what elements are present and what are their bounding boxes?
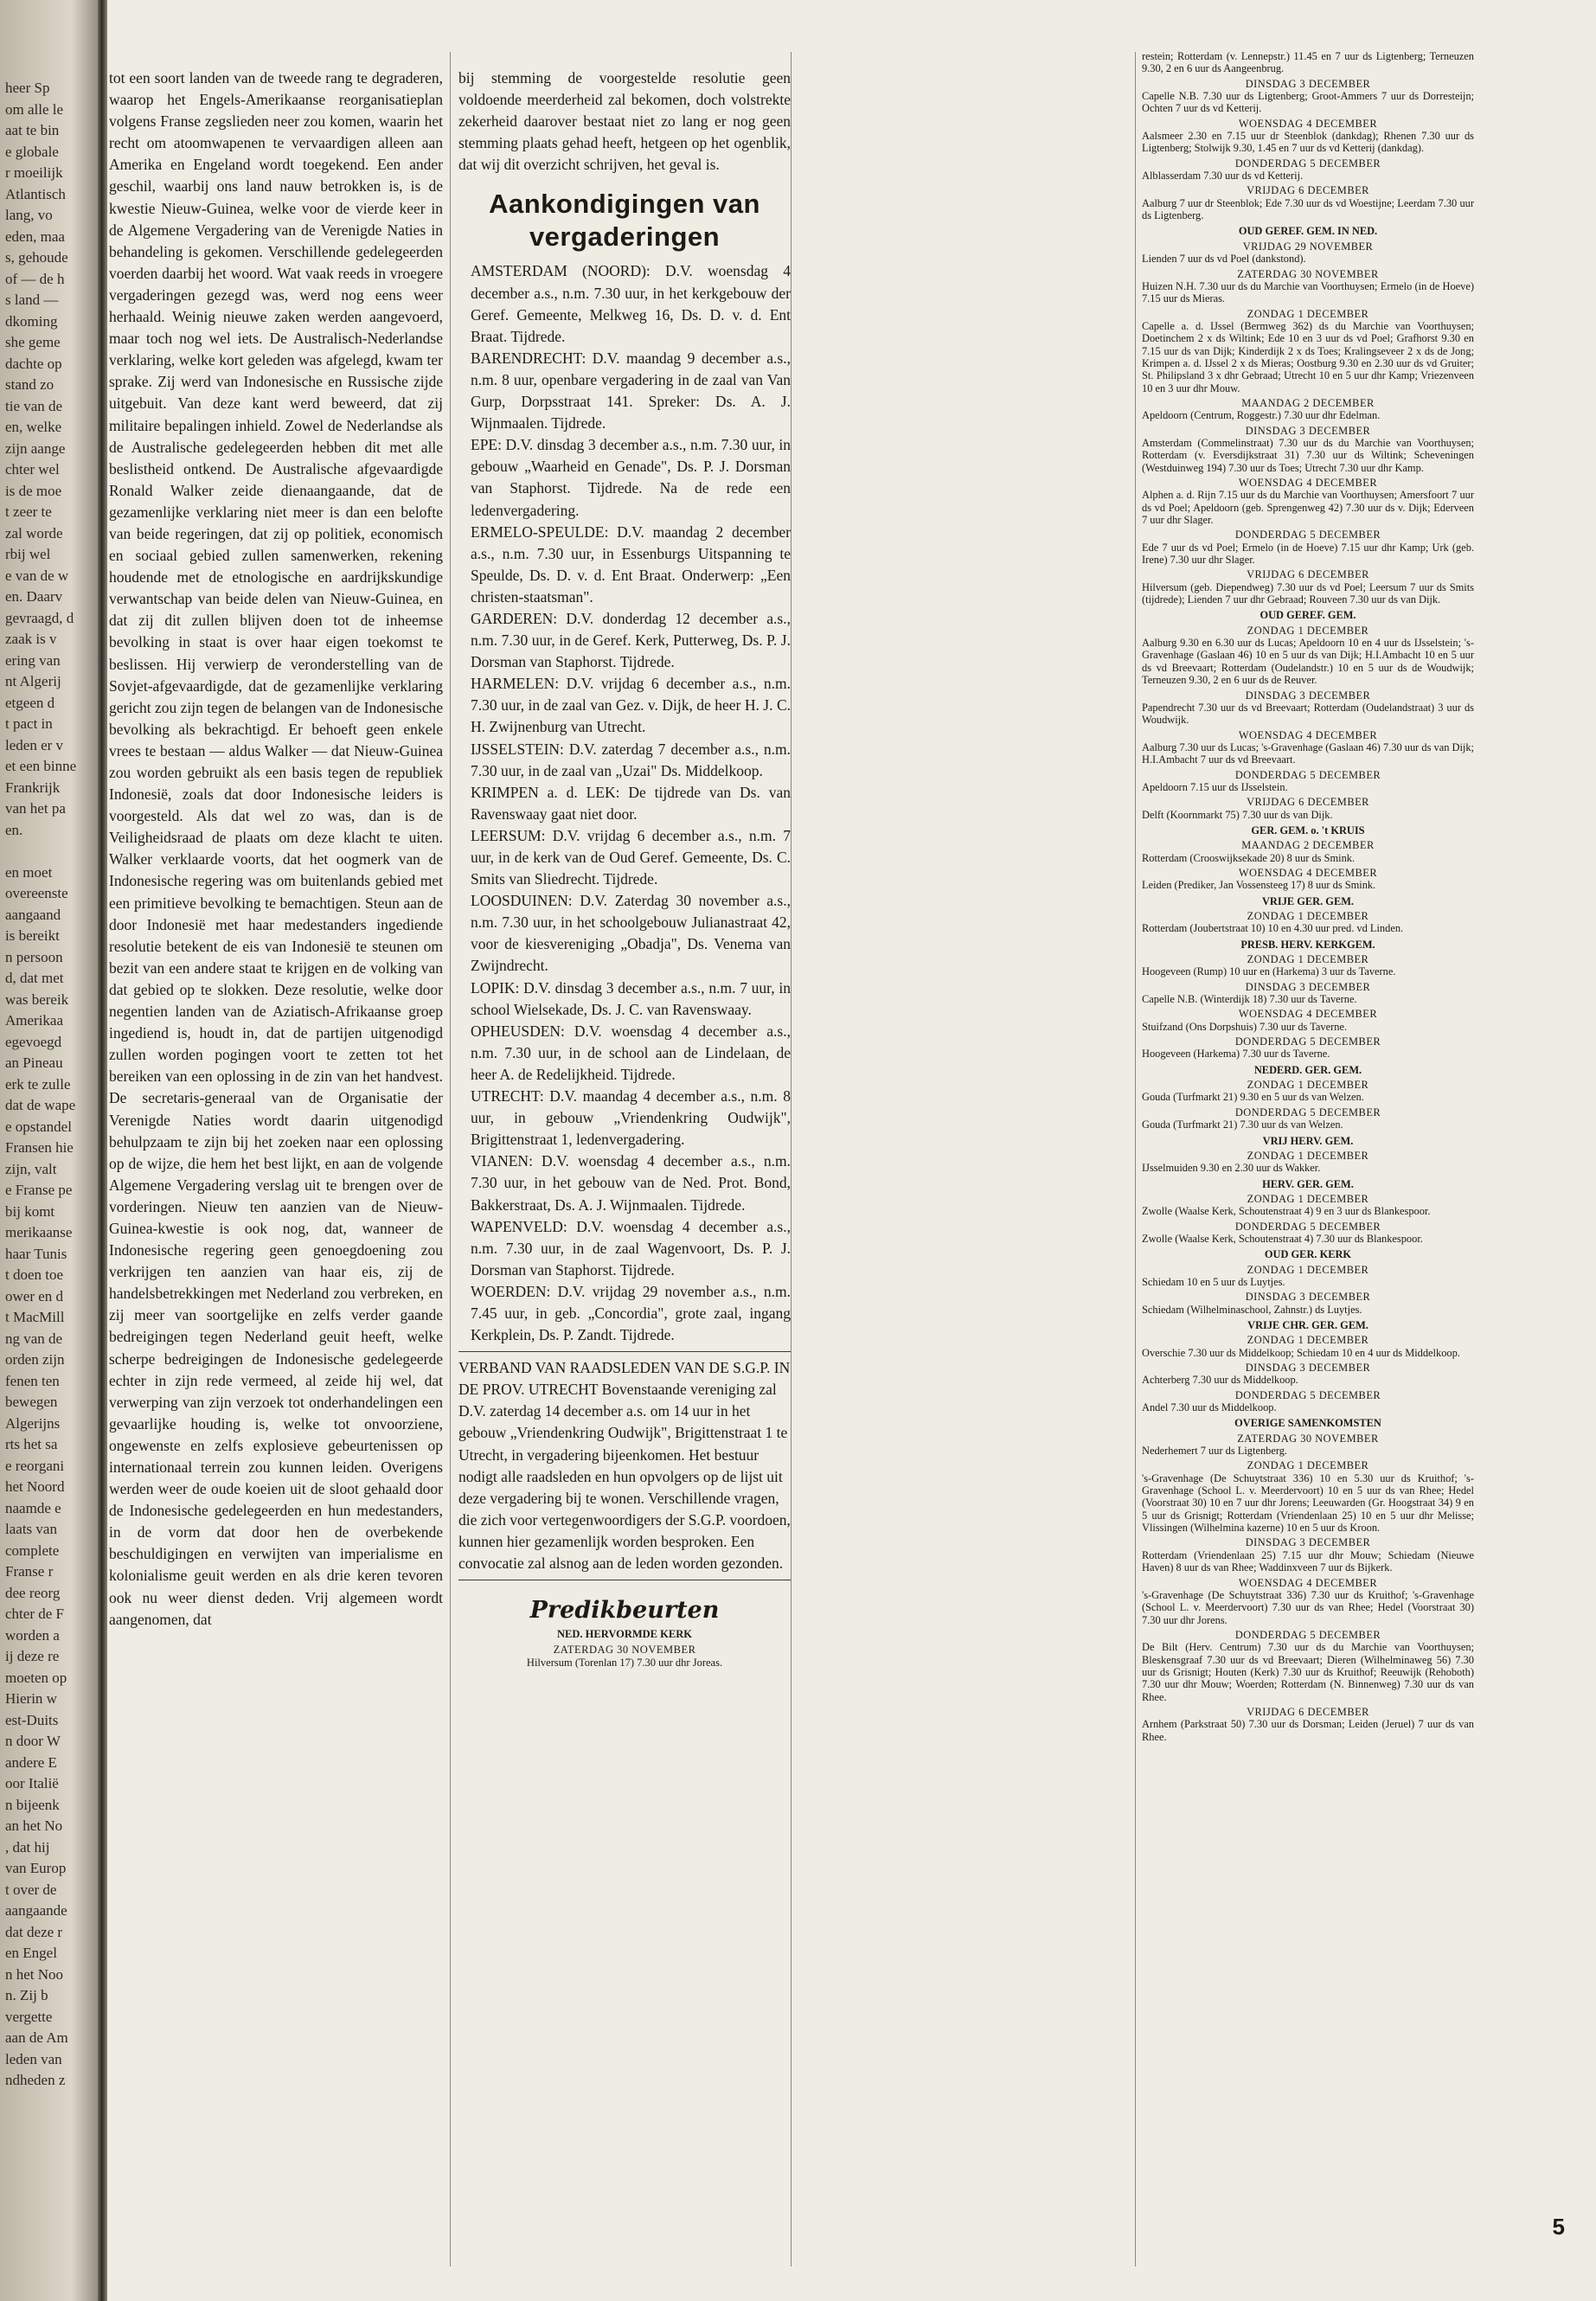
margin-fragment: vergette [5,2008,53,2025]
margin-fragment: d, dat met [5,970,64,986]
margin-fragment: haar Tunis [5,1245,67,1262]
newspaper-page [107,0,1596,2301]
day-heading: DINSDAG 3 DECEMBER [1245,1362,1371,1374]
service-entry: Capelle a. d. IJssel (Bermweg 362) ds du Marchie van Voorthuysen; Doetinchem 2 x ds Wiltink; Ede 10 en 3 uur ds vd Poel; Grafhorst 9.30 en 7.15 uur ds van Dijk; Kinderdijk 2 x ds Toes; Kralingseveer 2 x ds de Jong; Krimpen a. d. IJssel 2 x ds Mieras; Oostburg 9.30 en 2.30 uur ds vd Gruiter; St. Philipsland 3 x dhr Gebraad; Utrecht 10 en 5 uur dhr Kamp; Vriezenveen 10 en 3 uur dhr Mouw. [1142,319,1474,394]
margin-fragment: an Pineau [5,1054,63,1071]
margin-fragment: e globale [5,143,59,160]
margin-fragment: zal worde [5,524,63,542]
margin-fragment: egevoegd [5,1033,62,1050]
meeting-announcement: WOERDEN: D.V. vrijdag 29 november a.s., n.m. 7.45 uur, in geb. „Concordia", grote zaal, ingang Kerkplein, Ds. P. Zandt. Tijdrede. [471,1282,791,1344]
margin-fragment: en. [5,821,23,838]
day-heading: WOENSDAG 4 DECEMBER [1238,728,1378,741]
service-entry: Amsterdam (Commelinstraat) 7.30 uur ds du Marchie van Voorthuysen; Rotterdam (v. Eversdijkstraat 31) 7.30 uur ds Wiltink; Scheveningen (Westduinweg 194) 7.30 uur ds Toes; Utrecht 7.30 uur dhr Kamp. [1142,436,1474,474]
margin-fragment: ering van [5,651,61,669]
margin-fragment: she geme [5,334,61,350]
margin-fragment: ower en d [5,1287,64,1304]
day-heading: ZONDAG 1 DECEMBER [1247,307,1369,320]
service-entry: Hoogeveen (Rump) 10 uur en (Harkema) 3 uur ds Taverne. [1142,965,1396,978]
day-heading: ZONDAG 1 DECEMBER [1247,953,1369,966]
margin-fragment: n. Zij b [5,1987,48,2003]
margin-fragment: e van de w [5,567,69,584]
day-heading: ZONDAG 1 DECEMBER [1247,1079,1369,1092]
margin-fragment: Franse r [5,1563,54,1580]
margin-fragment: moeten op [5,1669,67,1686]
meeting-announcement: OPHEUSDEN: D.V. woensdag 4 december a.s., n.m. 7.30 uur, in de school aan de Lindelaan, de heer A. de Redelijkheid. Tijdrede. [471,1022,791,1083]
service-entry: Stuifzand (Ons Dorpshuis) 7.30 uur ds Taverne. [1142,1020,1348,1033]
day-heading: DINSDAG 3 DECEMBER [1245,77,1371,90]
announcements-column [458,67,791,1670]
margin-fragment: heer Sp [5,80,50,96]
margin-fragment: aat te bin [5,122,60,138]
denomination-heading: VRIJE CHR. GER. GEM. [1247,1318,1368,1331]
service-entry: Aalburg 7.30 uur ds Lucas; 's-Gravenhage (Gaslaan 46) 7.30 uur ds van Dijk; H.I.Ambacht 7 uur ds vd Breevaart. [1142,740,1474,766]
service-entry: Ede 7 uur ds vd Poel; Ermelo (in de Hoeve) 7.15 uur dhr Kamp; Urk (geb. Irene) 7.30 uur dhr Slager. [1142,541,1474,567]
day-heading: DONDERDAG 5 DECEMBER [1234,1628,1381,1641]
margin-fragment: n bijeenk [5,1796,60,1813]
margin-fragment: dkoming [5,312,58,330]
margin-fragment: est-Duits [5,1711,59,1728]
day-heading: DINSDAG 3 DECEMBER [1245,689,1371,702]
margin-fragment: eden, maa [5,228,65,245]
meeting-announcement: ERMELO-SPEULDE: D.V. maandag 2 december a.s., n.m. 7.30 uur, in Essenburgs Uitspanning te Speulde, Ds. D. v. d. Ent Braat. Onderwerp: „Een christen-staatsman". [471,522,791,606]
service-entry: Zwolle (Waalse Kerk, Schoutenstraat 4) 7.30 uur ds Blankespoor. [1142,1232,1423,1245]
margin-fragment: t doen toe [5,1266,64,1283]
margin-fragment: van Europ [5,1860,67,1876]
meeting-announcement: UTRECHT: D.V. maandag 4 december a.s., n.m. 8 uur, in gebouw „Vriendenkring Oudwijk", Brigittenstraat 1, ledenvergadering. [471,1087,791,1149]
meeting-announcement: LOOSDUINEN: D.V. Zaterdag 30 november a.s., n.m. 7.30 uur, in het schoolgebouw Julianastraat 42, voor de kiesvereniging „Obadja", Ds. Venema van Zwijndrecht. [471,892,791,975]
margin-fragment: an het No [5,1817,63,1834]
page-number: 5 [1552,2214,1565,2240]
service-entry: Aalburg 7 uur dr Steenblok; Ede 7.30 uur ds vd Woestijne; Leerdam 7.30 uur ds Ligtenberg. [1142,196,1474,222]
margin-fragment: merikaanse [5,1224,73,1240]
predikbeurten-start [458,1628,791,1670]
article-continuation: bij stemming de voorgestelde resolutie geen voldoende meerderheid zal bekomen, doch volstrekte zekerheid daarover bestaat niet zo lang er nog geen stemming plaats gehad heeft, hetgeen op het ogenblik, dat wij dit overzicht schrijven, het geval is. [458,69,791,174]
margin-fragment: chter de F [5,1606,64,1622]
margin-fragment: oor Italië [5,1775,59,1791]
margin-fragment: is de moe [5,482,62,499]
denomination-heading: NED. HERVORMDE KERK [557,1628,692,1641]
day-heading: ZONDAG 1 DECEMBER [1247,1334,1369,1347]
day-heading: MAANDAG 2 DECEMBER [1241,396,1375,409]
margin-fragment: is bereikt [5,927,60,944]
service-entry: Apeldoorn 7.15 uur ds IJsselstein. [1142,780,1288,793]
margin-fragment: zaak is v [5,631,57,647]
margin-fragment: aangaande [5,1902,67,1919]
service-entry: Nederhemert 7 uur ds Ligtenberg. [1142,1445,1288,1458]
margin-fragment: et een binne [5,758,77,774]
margin-fragment: leden er v [5,736,64,753]
margin-fragment: bewegen [5,1394,58,1410]
service-entry: Hoogeveen (Harkema) 7.30 uur ds Taverne. [1142,1048,1330,1061]
service-entry: 's-Gravenhage (De Schuytstraat 336) 10 en 5.30 uur ds Kruithof; 's-Gravenhage (School L. v. Meerdervoort) 10 en 5 uur ds van Rhee; Hedel (Voorstraat 30) 10 en 7 uur dhr Jorens; Leeuwarden (Gr. Hoogstraat 34) 9 en 5 uur ds Grisnigt; Rotterdam (Vriendenlaan 25) 10 en 5 uur dhr Melisse; Vlissingen (Wilhelmina kazerne) 10 en 5 uur ds Kroon. [1142,1471,1474,1535]
margin-fragment: Amerikaa [5,1012,64,1029]
meeting-announcement: GARDEREN: D.V. donderdag 12 december a.s., n.m. 7.30 uur, in de Geref. Kerk, Putterweg, Ds. P. J. Dorsman van Staphorst. Tijdrede. [471,609,791,671]
margin-fragment: bij komt [5,1202,55,1220]
denomination-heading: PRESB. HERV. KERKGEM. [1240,938,1375,951]
margin-fragment: chter wel [5,461,60,478]
service-entry: Leiden (Prediker, Jan Vossensteeg 17) 8 uur ds Smink. [1142,879,1376,892]
margin-fragment: ndheden z [5,2072,66,2088]
day-heading: VRIJDAG 6 DECEMBER [1247,568,1369,581]
margin-fragment: s land — [5,292,59,308]
denomination-heading: OUD GEREF. GEM. IN NED. [1238,225,1378,238]
service-entry: Capelle N.B. 7.30 uur ds Ligtenberg; Groot-Ammers 7 uur ds Dorresteijn; Ochten 7 uur ds vd Ketterij. [1142,90,1474,115]
service-entry: Aalsmeer 2.30 en 7.15 uur dr Steenblok (dankdag); Rhenen 7.30 uur ds Ligtenberg; Stolwijk 9.30, 1.45 en 7 uur ds vd Ketterij (dankdag). [1142,130,1474,155]
previous-page-text-fragments [5,78,76,2092]
meeting-announcement: LOPIK: D.V. dinsdag 3 december a.s., n.m. 7 uur, in school Wielsekade, Ds. J. C. van Ravenswaay. [471,978,791,1018]
margin-fragment: zijn, valt [5,1160,57,1177]
margin-fragment: e opstandel [5,1118,72,1135]
margin-fragment: of — de h [5,270,65,287]
service-entry: Andel 7.30 uur ds Middelkoop. [1142,1401,1277,1414]
day-heading: WOENSDAG 4 DECEMBER [1238,477,1378,489]
margin-fragment: nt Algerij [5,673,61,689]
day-heading: DONDERDAG 5 DECEMBER [1234,1388,1381,1401]
meeting-announcement: EPE: D.V. dinsdag 3 december a.s., n.m. 7.30 uur, in gebouw „Waarheid en Genade", Ds. P. J. Dorsman van Staphorst. Tijdrede. Na de rede een ledenvergadering. [471,436,791,519]
margin-fragment: complete [5,1541,60,1559]
margin-fragment: , dat hij [5,1838,50,1856]
day-heading: VRIJDAG 6 DECEMBER [1247,796,1369,809]
margin-fragment: e Franse pe [5,1182,73,1198]
day-heading: MAANDAG 2 DECEMBER [1241,839,1375,852]
margin-fragment: dee reorg [5,1584,61,1601]
margin-fragment: en. Daarv [5,588,63,605]
margin-fragment: rts het sa [5,1436,58,1452]
service-entry: Gouda (Turfmarkt 21) 7.30 uur ds van Welzen. [1142,1118,1343,1131]
day-heading: DINSDAG 3 DECEMBER [1245,1536,1371,1549]
day-heading: WOENSDAG 4 DECEMBER [1238,866,1378,879]
denomination-heading: VRIJE GER. GEM. [1261,894,1355,907]
service-entry: Rotterdam (Crooswijksekade 20) 8 uur ds Smink. [1142,851,1356,864]
margin-fragment: e reorgani [5,1457,65,1474]
day-heading: DONDERDAG 5 DECEMBER [1234,157,1381,170]
day-heading: DONDERDAG 5 DECEMBER [1234,768,1381,781]
margin-fragment: aan de Am [5,2029,68,2046]
announcements-heading: Aankondigingen van vergaderingen [489,189,760,253]
day-heading: DONDERDAG 5 DECEMBER [1234,529,1381,542]
margin-fragment: Fransen hie [5,1139,74,1156]
margin-fragment: etgeen d [5,694,55,711]
margin-fragment: Algerijns [5,1414,61,1432]
day-heading: ZONDAG 1 DECEMBER [1247,1192,1369,1205]
day-heading: DONDERDAG 5 DECEMBER [1234,1106,1381,1118]
service-entry: Hilversum (Torenlan 17) 7.30 uur dhr Joreas. [526,1657,723,1670]
meeting-announcement: VIANEN: D.V. woensdag 4 december a.s., n.m. 7.30 uur, in het gebouw van de Ned. Prot. Bond, Bakkerstraat, Ds. A. J. Wijnmaalen. Tijdrede. [471,1152,791,1214]
column-rule [1135,52,1136,2266]
margin-fragment: lang, vo [5,207,53,223]
service-entry: Hilversum (geb. Diependweg) 7.30 uur ds vd Poel; Leersum 7 uur ds Smits (tijdrede); Lienden 7 uur dhr Gebraad; Rouveen 7.30 uur ds van Dijk. [1142,580,1474,606]
meeting-announcement: AMSTERDAM (NOORD): D.V. woensdag 4 december a.s., n.m. 7.30 uur, in het kerkgebouw der Geref. Gemeente, Melkweg 16, Ds. D. v. d. Ent Braat. Tijdrede. [471,262,791,345]
service-entry: Lienden 7 uur ds vd Poel (dankstond). [1142,253,1306,266]
day-heading: DINSDAG 3 DECEMBER [1245,1291,1371,1304]
margin-fragment: fenen ten [5,1372,60,1389]
church-services-column-2 [1142,50,1474,1743]
day-heading: WOENSDAG 4 DECEMBER [1238,1008,1378,1021]
margin-fragment: t pact in [5,715,53,732]
section-divider [458,1351,791,1352]
margin-fragment: t zeer te [5,503,52,520]
day-heading: VRIJDAG 6 DECEMBER [1247,184,1369,197]
previous-page-edge [0,0,102,2301]
day-heading: DONDERDAG 5 DECEMBER [1234,1220,1381,1233]
margin-fragment: t MacMill [5,1309,65,1325]
day-heading: ZATERDAG 30 NOVEMBER [1237,267,1379,280]
day-heading: ZONDAG 1 DECEMBER [1247,1459,1369,1472]
service-entry: Schiedam (Wilhelminaschool, Zahnstr.) ds Luytjes. [1142,1303,1362,1316]
margin-fragment: stand zo [5,376,54,393]
meeting-announcement: HARMELEN: D.V. vrijdag 6 december a.s., n.m. 7.30 uur, in de zaal van Gez. v. Dijk, de heer H. J. C. H. Zwijnenburg van Utrecht. [471,675,791,736]
service-entry: Achterberg 7.30 uur ds Middelkoop. [1142,1374,1298,1387]
margin-fragment: overeenste [5,885,68,901]
margin-fragment: dat de wape [5,1097,76,1113]
margin-fragment: orden zijn [5,1351,65,1368]
day-heading: VRIJDAG 6 DECEMBER [1247,1705,1369,1718]
margin-fragment: Atlantisch [5,185,66,202]
day-heading: VRIJDAG 29 NOVEMBER [1242,240,1374,253]
service-entry: Zwolle (Waalse Kerk, Schoutenstraat 4) 9 en 3 uur ds Blankespoor. [1142,1205,1431,1218]
margin-fragment: was bereik [5,990,69,1008]
service-entry: Gouda (Turfmarkt 21) 9.30 en 5 uur ds van Welzen. [1142,1091,1364,1104]
predikbeurten-heading: Predikbeurten [529,1597,720,1625]
service-entry: De Bilt (Herv. Centrum) 7.30 uur ds du Marchie van Voorthuysen; Bleskensgraaf 7.30 uur ds vd Breevaart; Dieren (Wilhelminaweg 56) 7.30 uur ds Grisnigt; Houten (Kerk) 7.30 uur ds Kruithof; Reeuwijk (Rehoboth) 7.30 uur dhr Mouw; Woerden; Rotterdam (N. Binnenweg) 7.30 uur ds van Rhee. [1142,1641,1474,1703]
service-entry: Arnhem (Parkstraat 50) 7.30 uur ds Dorsman; Leiden (Jeruel) 7 uur ds van Rhee. [1142,1718,1474,1743]
meeting-announcement: LEERSUM: D.V. vrijdag 6 december a.s., n.m. 7 uur, in de kerk van de Oud Geref. Gemeente, Ds. C. Smits van Sliedrecht. Tijdrede. [471,826,791,888]
margin-fragment: om alle le [5,100,64,118]
margin-fragment: t over de [5,1881,57,1898]
service-entry: Rotterdam (Joubertstraat 10) 10 en 4.30 uur pred. vd Linden. [1142,922,1404,935]
margin-fragment: ng van de [5,1330,63,1347]
margin-fragment: r moeilijk [5,164,63,181]
service-entry: Schiedam 10 en 5 uur ds Luytjes. [1142,1275,1285,1288]
denomination-heading: HERV. GER. GEM. [1262,1177,1354,1190]
day-heading: ZONDAG 1 DECEMBER [1247,910,1369,922]
margin-fragment: het Noord [5,1478,65,1495]
margin-fragment: n persoon [5,948,63,965]
margin-fragment: worden a [5,1626,60,1644]
service-entry: IJsselmuiden 9.30 en 2.30 uur ds Wakker. [1142,1162,1321,1175]
service-entry: Huizen N.H. 7.30 uur ds du Marchie van Voorthuysen; Ermelo (in de Hoeve) 7.15 uur ds Mieras. [1142,279,1474,305]
margin-fragment: andere E [5,1753,57,1771]
margin-fragment: Frankrijk [5,779,61,796]
day-heading: ZATERDAG 30 NOVEMBER [1237,1432,1379,1445]
service-entry: 's-Gravenhage (De Schuytstraat 336) 7.30 uur ds Kruithof; 's-Gravenhage (School L. v. Meerdervoort) 7.30 uur ds van Rhee; Hedel (Voorstraat 30) 7.30 uur dhr Jorens. [1142,1588,1474,1626]
meeting-announcement: IJSSELSTEIN: D.V. zaterdag 7 december a.s., n.m. 7.30 uur, in de zaal van „Uzai" Ds. Middelkoop. [471,740,791,779]
denomination-heading: NEDERD. GER. GEM. [1253,1063,1362,1076]
day-heading: ZONDAG 1 DECEMBER [1247,1263,1369,1276]
service-entry: Papendrecht 7.30 uur ds vd Breevaart; Rotterdam (Oudelandstraat) 3 uur ds Woudwijk. [1142,701,1474,727]
day-heading: WOENSDAG 4 DECEMBER [1238,1576,1378,1589]
margin-fragment: laats van [5,1521,57,1537]
margin-fragment [5,841,76,862]
margin-fragment: erk te zulle [5,1075,71,1093]
margin-fragment: dachte op [5,355,62,372]
denomination-heading: OUD GEREF. GEM. [1259,609,1356,622]
service-entry: Apeldoorn (Centrum, Roggestr.) 7.30 uur dhr Edelman. [1142,409,1381,422]
service-entry: Rotterdam (Vriendenlaan 25) 7.15 uur dhr Mouw; Schiedam (Nieuwe Haven) 8 uur ds van Rhee; Waddinxveen 7 uur ds Bijkerk. [1142,1548,1474,1574]
service-entry: Overschie 7.30 uur ds Middelkoop; Schiedam 10 en 4 uur ds Middelkoop. [1142,1346,1460,1359]
margin-fragment: leden van [5,2050,62,2067]
margin-fragment: en Engel [5,1945,57,1961]
service-entry: Aalburg 9.30 en 6.30 uur ds Lucas; Apeldoorn 10 en 4 uur ds IJsselstein; 's-Gravenhage (Gaslaan 46) 10 en 5 uur ds van Dijk; H.I.Ambacht 10 en 5 uur ds vd Breevaart; Rotterdam (Oudelandstr.) 10 en 5 uur ds de Woudwijk; Terneuzen 9.30, 2 en 6 uur ds de Reuver. [1142,637,1474,687]
meetings-list [458,260,791,1346]
denomination-heading: VRIJ HERV. GEM. [1262,1134,1354,1147]
denomination-heading: OVERIGE SAMENKOMSTEN [1234,1417,1381,1430]
margin-fragment: dat deze r [5,1923,63,1940]
day-heading: DINSDAG 3 DECEMBER [1245,424,1371,437]
margin-fragment: aangaand [5,906,61,923]
meeting-announcement: KRIMPEN a. d. LEK: De tijdrede van Ds. van Ravenswaay gaat niet door. [471,783,791,823]
margin-fragment: naamde e [5,1499,61,1516]
day-heading: WOENSDAG 4 DECEMBER [1238,117,1378,130]
day-heading: ZATERDAG 30 NOVEMBER [553,1644,696,1657]
sgp-notice: VERBAND VAN RAADSLEDEN VAN DE S.G.P. IN DE PROV. UTRECHT Bovenstaande vereniging zal D.V. zaterdag 14 december a.s. om 14 uur in het gebouw „Vriendenkring Oudwijk", Brigittenstraat 1 te Utrecht, in vergadering bijeenkomen. Het bestuur nodigt alle raadsleden en hun opvolgers op de lijst uit deze vergadering bij te wonen. Verschillende vragen, die zich voor vertegenwoordigers der S.G.P. voordoen, kunnen hier gezamenlijk worden besproken. Een convocatie zal alsnog aan de leden worden gezonden. [458,1359,791,1572]
column-rule [450,52,451,2266]
article-column [109,67,443,1631]
column-rule [791,52,792,2266]
day-heading: ZONDAG 1 DECEMBER [1247,1149,1369,1162]
margin-fragment: tie van de [5,397,63,414]
service-entry: restein; Rotterdam (v. Lennepstr.) 11.45 en 7 uur ds Ligtenberg; Terneuzen 9.30, 2 en 6 uur ds Aangeenbrug. [1142,50,1474,75]
margin-fragment: en moet [5,863,53,881]
day-heading: ZONDAG 1 DECEMBER [1247,624,1369,637]
service-entry: Alblasserdam 7.30 uur ds vd Ketterij. [1142,170,1304,183]
margin-fragment: en, welke [5,419,62,435]
margin-fragment: gevraagd, d [5,609,74,626]
meeting-announcement: WAPENVELD: D.V. woensdag 4 december a.s., n.m. 7.30 uur, in de zaal Wagenvoort, Ds. P. J. Dorsman van Staphorst. Tijdrede. [471,1217,791,1279]
margin-fragment: ij deze re [5,1648,60,1664]
service-entry: Alphen a. d. Rijn 7.15 uur ds du Marchie van Voorthuysen; Amersfoort 7 uur ds vd Poel; Apeldoorn (geb. Sprengenweg 42) 7.30 uur ds v. Dijk; Ederveen 7 uur dhr Slager. [1142,489,1474,527]
margin-fragment: n door W [5,1733,61,1749]
day-heading: DINSDAG 3 DECEMBER [1245,980,1371,993]
margin-fragment: s, gehoude [5,249,68,266]
service-entry: Delft (Koornmarkt 75) 7.30 uur ds van Dijk. [1142,808,1333,821]
margin-fragment: zijn aange [5,439,66,457]
margin-fragment: n het Noo [5,1965,64,1983]
denomination-heading: GER. GEM. o. 't KRUIS [1251,824,1365,836]
denomination-heading: OUD GER. KERK [1264,1248,1352,1261]
margin-fragment: rbij wel [5,546,51,562]
margin-fragment: van het pa [5,800,66,817]
day-heading: DONDERDAG 5 DECEMBER [1234,1035,1381,1048]
meeting-announcement: BARENDRECHT: D.V. maandag 9 december a.s., n.m. 8 uur, openbare vergadering in de zaal van Van Gurp, Dorpsstraat 141. Spreker: Ds. A. J. Wijnmaalen. Tijdrede. [471,349,791,433]
service-entry: Capelle N.B. (Winterdijk 18) 7.30 uur ds Taverne. [1142,993,1357,1006]
margin-fragment: Hierin w [5,1690,57,1707]
article-text: tot een soort landen van de tweede rang te degraderen, waarop het Engels-Amerikaanse reorganisatieplan volgens Franse zegslieden neer zou komen, waarin het recht om atoomwapenen te vervaardigen alleen aan Amerika en Engeland wordt toegekend. Een ander geschil, waarbij ons land nauw betrokken is, is de kwestie Nieuw-Guinea, welke voor de vierde keer in de Algemene Vergadering van de Verenigde Naties in behandeling is gekomen. Verschillende gedelegeerden voerden daarbij het woord. Wat vaak reeds in vroegere vergaderingen gezegd was, werd nog eens weer herhaald. Weinig nieuwe zaken werden aangevoerd, maar toch nog wel iets. De Australisch-Nederlandse verklaring, welke kort geleden was afgelegd, kwam ter sprake. Zij werd van Indonesische en Russische zijde uitgebuit. Van deze kant werd beweerd, dat zij militaire bepalingen inhield. Zowel de Nederlandse als de Australische gedelegeerden hebben dit met alle beslistheid ontkend. De Australische afgevaardigde Ronald Walker zeide dienaangaande, dat de gezamenlijke verklaring niet meer is dan een belofte van beide regeringen, dat zij op politiek, economisch en sociaal gebied zullen samenwerken, rekening houdende met de etnologische en aardrijkskundige verwantschap van beide delen van Nieuw-Guinea, en dat zij dit zullen blijven doen tot de inheemse bevolking in staat is over haar eigen toekomst te beslissen. Hij verwierp de veronderstelling van de Sovjet-afgevaardigde, dat de gezamenlijke verklaring gericht zou zijn tegen de belangen van de Indonesische bevolking als bekrachtigd. Er behoeft geen enkele vrees te bestaan — aldus Walker — dat Nieuw-Guinea zou worden gebruikt als een basis tegen de republiek Indonesië, zoals dat door Indonesische leiders is voorgesteld. Als dat wel zo was, dan is de Veiligheidsraad de plaats om deze klacht te uiten. Walker verklaarde voorts, dat het oogmerk van de Indonesische regering was om buitenlands gebied met een primitieve bevolking te bemachtigen. Steun aan de door Indonesië met haar medestanders ingediende resolutie betekent de eis van Indonesië te steunen om bezit van een andere staat te krijgen en de volking van dat gebied op te slokken. Deze resolutie, welke door negentien landen van de Aziatisch-Afrikaanse groep ingediend is, houdt in, dat de partijen uitgenodigd zullen worden pogingen voort te zetten tot het bereiken van een oplossing in de zin van het handvest. De secretaris-generaal van de Organisatie der Verenigde Naties wordt daarin uitgenodigd behulpzaam te zijn bij het zoeken naar een oplossing op de wijze, die hem het best lijkt, en aan de volgende Algemene Vergadering verslag uit te brengen over de vorderingen. Nieuw ten aanzien van de Nieuw-Guinea-kwestie is ook nog, dat, wanneer de Indonesische regering geen genoegdoening zou verkrijgen ten aanzien van haar eis, zij de handelsbetrekkingen met Nederland zou verbreken, en zij meer van soortgelijke en zelfs verder gaande bedreigingen tegen Nederland geuit heeft, welke scherpe bedreigingen de Indonesische gedelegeerde echter in zijn rede vermeed, al zeide hij wel, dat verwerping van zijn verzoek tot onderhandelingen een gevaarlijke houding is, welke tot onvoorziene, ongewenste en zelfs explosieve gebeurtenissen op internationaal terrein zou kunnen leiden. Overigens werden weer de oude koeien uit de sloot gehaald door de Indonesische gedelegeerden en hun medestanders, in de vorm dat door hen de overbekende beschuldigingen en verwijten van imperialisme en kolonialisme geuit werden en als drie keren tevoren ook nu weer dienst deden. Vrij algemeen wordt aangenomen, dat [109,69,443,1628]
